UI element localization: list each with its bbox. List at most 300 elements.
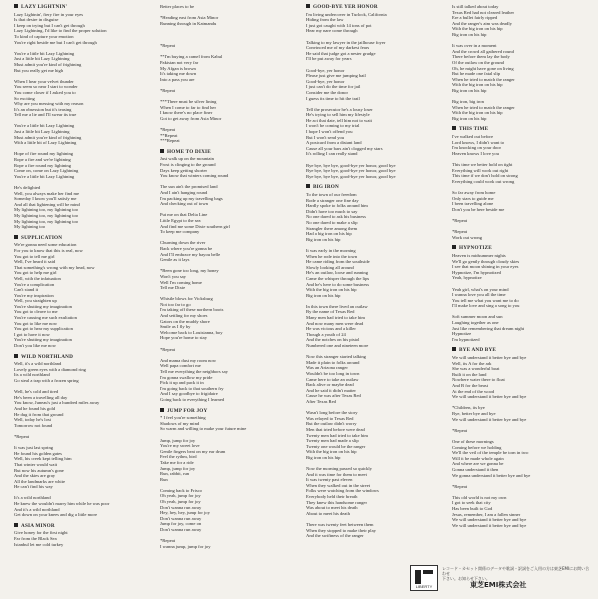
lyric-line: But he made one fatal slip xyxy=(452,71,501,77)
lyric-line: Smile as I fly by xyxy=(160,324,191,330)
logo-text: LIBERTY xyxy=(415,584,433,589)
column-4 xyxy=(452,4,588,564)
lyric-line: Don't wanna run away xyxy=(160,515,202,521)
lyric-line: To kind of capture your emotion xyxy=(14,33,74,39)
lyric-line: Frost is clinging to the ground xyxy=(160,162,216,168)
lyric-line: Yeah, hypnotize xyxy=(452,275,482,281)
song-block xyxy=(14,4,150,230)
lyric-line: Wasn't long before the story xyxy=(306,410,358,416)
lyric-line: Gentle as it lays xyxy=(160,257,190,263)
lyric-line: You come closer if I asked you to xyxy=(14,89,76,95)
lyric-line: We will understand it better bye and bye xyxy=(452,394,527,400)
lyric-line: *Repeat xyxy=(14,433,30,439)
lyric-line: *Repeat xyxy=(160,346,176,352)
lyric-line: Gentle fingers beat on my ear drum xyxy=(160,448,226,454)
song-title xyxy=(14,4,150,11)
lyric-line: My lightning too, my lightning too xyxy=(14,212,79,218)
lyric-line: Tell me Dixie xyxy=(160,285,186,291)
lyric-line: Good-bye, yer honor xyxy=(306,78,345,84)
lyric-line: Now this stranger started talking xyxy=(306,354,366,360)
lyric-line: With the big iron on his hip xyxy=(306,449,357,455)
lyric-line: With the big iron on his hip xyxy=(452,82,503,88)
lyric-line: Well, today he's lost xyxy=(14,417,51,423)
lyric-line: Better places to be xyxy=(160,4,195,9)
lyric-line: Back where you're gonna be xyxy=(160,245,213,251)
lyric-line: Can't stand it xyxy=(14,287,39,293)
lyric-line: About to meet his death xyxy=(306,510,350,516)
lyric-line: You're a little bit Lazy Lightning xyxy=(14,50,75,56)
lyric-line: And the skies are gray xyxy=(14,473,56,479)
lyric-line: You got to hear my supplication xyxy=(14,326,73,332)
lyric-line: Well, its A for the ark xyxy=(452,360,492,366)
lyric-line: I'm going back to that southern fry xyxy=(160,385,224,391)
lyric-line: This old world is not my own xyxy=(452,494,507,500)
lyric-line: Coming back to Frisco xyxy=(160,487,202,493)
lyric-line: Everything will work out right xyxy=(452,167,509,173)
logo-mark-icon xyxy=(415,570,421,584)
lyric-line: Cause all your bars ain't clogged my stars xyxy=(306,145,383,151)
lyric-line: Well I'm coming home xyxy=(160,279,202,285)
lyric-line: With a little bit of Lazy Lightning xyxy=(14,140,77,146)
lyric-line: Yeah girl, what's on your mind xyxy=(452,286,509,292)
lyric-line: Hear my nare come through xyxy=(306,28,358,34)
lyric-line: I got to seek that city xyxy=(452,500,491,506)
lyric-line: Little Egypt to the sea xyxy=(160,217,201,223)
lyric-line: When they walked out in the street xyxy=(306,482,371,488)
lyric-line: And the notches on his pistol xyxy=(306,337,360,343)
lyric-line: Must admit you're kind of frightning xyxy=(14,61,82,67)
lyric-line: With the big iron on his hip xyxy=(306,287,357,293)
lyric-line: He's trying to sell him my lifestyle xyxy=(306,112,370,118)
lyric-line: Good-bye, yer honor xyxy=(306,67,345,73)
lyric-line: Hypnotize xyxy=(452,331,472,337)
song-title xyxy=(452,347,588,354)
lyric-line: Just like remembering that dream night xyxy=(452,325,525,331)
lyric-line: Tell me everything the neighbors say xyxy=(160,369,228,374)
lyric-line: Well, you straighten up xyxy=(14,298,57,304)
footer-note-line-2: 下さい。お知らせ下さい。 xyxy=(442,576,490,581)
lyric-line: Big iron on his hip xyxy=(306,454,341,460)
song-block xyxy=(160,408,296,550)
bullet-square-icon xyxy=(14,354,18,358)
lyric-line: Jump for joy, come on xyxy=(160,521,202,527)
lyric-line: And the crowd all gathered round xyxy=(452,48,514,54)
song-title-text: HOME TO DIXIE xyxy=(167,148,211,155)
lyric-line: I'm gonna swallow my pride xyxy=(160,374,213,380)
lyric-line: You're a little bit Lazy Lightning xyxy=(14,173,75,179)
lyric-line: But now his autumn's gone xyxy=(14,467,64,473)
lyric-line: Jesus, remember, I am a fallen sinner xyxy=(452,511,521,517)
lyric-line: * I feel you're something xyxy=(160,415,206,421)
lyric-line: And B for the beast xyxy=(452,383,488,388)
lyric-line: It was early in the morning xyxy=(306,247,356,253)
lyric-line: And he's here to do some business xyxy=(306,281,370,287)
song-title xyxy=(452,126,588,133)
lyric-line: Many men had tried to take him xyxy=(306,315,365,321)
bullet-square-icon xyxy=(14,523,18,527)
bullet-square-icon xyxy=(306,184,310,188)
lyric-line: He said that judge got a nester grudge xyxy=(306,50,376,56)
song-title-text: WILD NORTHLAND xyxy=(21,353,74,360)
lyric-line: But the outlaw didn't worry xyxy=(306,421,357,427)
lyric-line: Come on, come on Lazy Lightning xyxy=(14,168,79,174)
lyric-line: Just a little bit Lazy Lightning xyxy=(14,56,70,62)
lyric-line: We gonna understand it better bye and bye xyxy=(452,472,531,478)
lyric-line: Of the outlaw on the ground xyxy=(452,59,504,65)
bullet-square-icon xyxy=(452,126,456,130)
lyric-line: I see that moon shining in your eyes xyxy=(452,264,519,270)
song-block xyxy=(306,4,442,179)
lyric-line: Not too far to go xyxy=(160,301,191,307)
lyric-line: We will understand it better bye and bye xyxy=(452,517,527,523)
column-1 xyxy=(14,4,150,564)
song-block xyxy=(160,149,296,403)
lyric-line: Rode a stranger one fine day xyxy=(306,197,359,203)
lyric-line: Coming before we holding xyxy=(452,444,502,450)
lyric-line: So far away from home xyxy=(452,190,496,195)
lyric-line: Is that desire in disguise xyxy=(14,17,59,23)
lyric-line: At the end of the wood xyxy=(452,388,495,394)
footer xyxy=(370,565,590,593)
lyric-line: Back alive or maybe dead xyxy=(306,382,354,388)
lyric-line: *Repeat xyxy=(452,483,468,489)
song-title xyxy=(14,235,150,242)
lyric-line: Everybody held their breath xyxy=(306,494,358,500)
song-title xyxy=(14,523,150,530)
lyric-line: It was just last spring xyxy=(14,445,54,451)
song-title xyxy=(306,4,442,11)
lyric-line: Put me on that Delta Line xyxy=(160,212,208,218)
lyric-line: With the big iron on his hip xyxy=(452,26,503,32)
lyric-line: You're a complication xyxy=(14,281,55,287)
column-2 xyxy=(160,4,296,564)
lyric-line: Bye bye, bye bye, good-bye yer honor, good bye xyxy=(306,162,396,168)
lyric-line: He can't find his way xyxy=(14,484,53,490)
song-block xyxy=(306,184,442,538)
lyric-line: We will understand it better bye and bye xyxy=(452,522,527,528)
lyric-line: We're gonna need some education xyxy=(14,242,77,248)
lyric-line: Hope you're home to stay xyxy=(160,335,208,341)
lyric-line: I know there's no place finer xyxy=(160,110,213,116)
lyric-line: She was a wonderful boat xyxy=(452,366,500,372)
lyric-line: Run xyxy=(160,476,168,482)
song-block xyxy=(160,4,296,144)
lyric-line: I'm taking off these northern boots xyxy=(160,307,224,313)
lyric-line: So warm and willing to make your future mine xyxy=(160,426,247,432)
lyric-line: To the town of our freedom xyxy=(306,192,357,197)
lyric-line: Bye, better bye and bye xyxy=(452,410,496,416)
bullet-square-icon xyxy=(452,347,456,351)
lyric-line: It's an obsession but it's teasing xyxy=(14,106,72,112)
lyric-line: I just got caught with 14 tons of pot xyxy=(306,22,372,28)
lyric-line: When he tried to match the ranger xyxy=(452,76,515,82)
lyric-line: Folks were watching from the windows xyxy=(306,488,379,494)
lyric-line: My lightning too xyxy=(14,224,46,230)
lyric-line: *Heading east from Asia Minor xyxy=(160,15,219,21)
lyric-line: And I ain't hanging round xyxy=(160,190,208,195)
lyric-line: You're right beside me but I can't get through xyxy=(14,39,97,45)
lyric-line: Don't you like me now xyxy=(14,343,56,349)
lyric-line: *Been gone too long, my honey xyxy=(160,268,219,274)
lyric-line: He knew the wouldn't marry him while he was poor xyxy=(14,501,110,507)
lyric-line: And he found his gold xyxy=(14,405,56,411)
lyric-line: Hypnotize, I'm hypnotized xyxy=(452,269,501,275)
song-title-text: LAZY LIGHTNIN' xyxy=(21,4,68,10)
lyric-line: Whistle blows for Vicksburg xyxy=(160,296,213,302)
lyric-line: Give honey for the first night xyxy=(14,530,68,536)
lyric-line: We'll the veil of the temple be torn in two xyxy=(452,450,529,456)
lyric-line: You know that winters coming round xyxy=(160,173,229,179)
lyric-line: Is still talked about today xyxy=(452,4,499,9)
lyric-line: *Children, its bye xyxy=(452,405,485,411)
lyric-line: Why are you messing with my reason xyxy=(14,101,84,107)
lyric-line: Its a wild northland xyxy=(14,372,50,378)
lyric-line: To keep me company xyxy=(160,229,200,235)
lyric-line: I got to have it now xyxy=(14,331,50,337)
lyric-line: Was about to meet his death xyxy=(306,505,358,511)
lyric-line: One of these mornings xyxy=(452,438,494,444)
song-block xyxy=(452,4,588,121)
lyric-line: Don't wanna run away xyxy=(160,504,202,510)
lyric-line: He's an outlaw, loose and running xyxy=(306,270,369,276)
lyric-line: Big iron on his hip xyxy=(306,292,341,298)
song-block xyxy=(452,126,588,240)
logo-bar-icon xyxy=(423,570,433,574)
song-title xyxy=(452,245,588,252)
lyric-line: Came here to take an outlaw xyxy=(306,376,359,382)
lyric-line: For you to know that this is real, now xyxy=(14,247,83,253)
lyric-line: Well, his creek kept telling him xyxy=(14,456,72,462)
footer-note-line-1: レコード・カセット関係のデータや歌詞・訳詞をご入用の方は東芝EMIにお問い合わせ xyxy=(442,566,590,576)
lyric-line: Won't you say xyxy=(160,273,186,279)
lyric-line: *Repeat xyxy=(160,127,176,133)
lyric-line: I wanna love you all the time xyxy=(452,292,506,298)
lyric-line: Big iron, big iron xyxy=(452,99,484,105)
lyric-line: When I come to far to find her xyxy=(160,104,216,110)
lyric-line: He came riding from the southside xyxy=(306,259,370,265)
lyric-line: It's taking me down xyxy=(160,71,197,77)
lyric-line: Pick it up and pack it in xyxy=(160,380,204,386)
lyric-line: Lazy Lightnin', fiery fire in your eyes xyxy=(14,11,84,17)
lyric-line: Run, rabbit, run xyxy=(160,471,190,477)
lyric-line: By the name of Texas Red xyxy=(306,309,355,315)
lyric-line: You're my inspiration xyxy=(14,292,54,298)
lyric-line: Go steal a trap with a frozen spring xyxy=(14,378,79,383)
lyric-line: Was an Arizona ranger xyxy=(306,365,348,371)
lyric-line: Was relayed to Texas Red xyxy=(306,415,354,421)
lyric-line: Welcome back to Louisianna, boy xyxy=(160,329,223,335)
lyric-line: Though a youth of 24 xyxy=(306,331,346,337)
lyric-line: When he rode into the town xyxy=(306,253,358,259)
lyric-line: Big iron on his hip xyxy=(306,236,341,242)
lyric-line: You got to help me girl xyxy=(14,270,57,276)
song-block xyxy=(452,347,588,528)
lyric-line: Hey, hey, hey, jump for joy xyxy=(160,510,210,516)
lyric-line: They knew this handsome ranger xyxy=(306,499,367,505)
lyrics-columns xyxy=(14,4,588,564)
lyric-line: Laughing together as one xyxy=(452,320,499,326)
lyric-line: He found his golden gates xyxy=(14,450,62,456)
lyric-line: When they stopped to make their play xyxy=(306,527,376,533)
song-title-text: BYE AND BYE xyxy=(459,347,497,354)
lyric-line: That winter would wait xyxy=(14,461,57,467)
song-title-text: THIS TIME xyxy=(459,126,489,133)
lyric-line: And I say goodbye to frigidaire xyxy=(160,391,218,397)
song-title-text: ASIA MINOR xyxy=(21,522,55,529)
lyric-line: Well, he's cold and tired xyxy=(14,389,59,395)
lyric-line: Must admit you're kind of frightning xyxy=(14,134,82,140)
song-title-text: SUPPLICATION xyxy=(21,234,63,241)
lyric-line: In this town there lived an outlaw xyxy=(306,303,368,309)
lyric-line: Will it be made whole again xyxy=(452,455,504,461)
lyric-line: Running through in Katmandu xyxy=(160,20,217,26)
lyric-line: I keep on trying but I can't get through xyxy=(14,22,85,28)
lyric-line: Istanbul let me cold turkey xyxy=(14,541,64,547)
lyric-line: Hiding from the law xyxy=(306,17,344,23)
lyric-line: No one dared to make a slip xyxy=(306,219,358,225)
song-block xyxy=(14,523,150,547)
lyric-line: Tell the prosecutor he's a lousy loser xyxy=(306,106,373,112)
song-block xyxy=(14,354,150,518)
song-title xyxy=(160,408,296,415)
lyric-line: Days keep getting shorter xyxy=(160,167,208,173)
lyric-line: And it was time for them to meet xyxy=(306,471,367,477)
lyric-line: Made it plain to folks around xyxy=(306,359,360,365)
lyric-line: And find me some Dixie southern girl xyxy=(160,223,230,229)
lyric-line: I'm knocking on your door xyxy=(452,145,502,151)
lyric-line: And the swiftness of the ranger xyxy=(306,533,364,539)
lyric-line: *Repeat xyxy=(452,229,468,235)
lyric-line: Twenty men had tried to take him xyxy=(306,432,368,438)
lyric-line: Big iron on his hip xyxy=(452,31,487,37)
bullet-square-icon xyxy=(306,4,310,8)
lyric-line: You know, Juneau's just a hundred miles away xyxy=(14,400,100,406)
lyric-line: Got to get away from Asia Minor xyxy=(160,115,222,121)
lyric-line: Tell me a lie and I'll swear its true xyxy=(14,112,77,118)
lyric-line: But I won't send you xyxy=(306,134,345,140)
lyric-line: Nowhere water there to float xyxy=(452,377,505,383)
lyric-line: This time if we don't hold on strong xyxy=(452,173,518,179)
lyric-line: And he said it didn't matter xyxy=(306,387,356,393)
lyric-line: Men that tried before were dead xyxy=(306,426,365,432)
lyric-line: It was over in a moment xyxy=(452,43,497,49)
lyric-line: Just walk up on the mountain xyxy=(160,156,214,162)
lyric-line: And I'll embrace my bayou belle xyxy=(160,251,221,257)
lyric-line: Just a little bit Lazy Lightning xyxy=(14,129,70,135)
lyric-line: When I hear your velvet thunder xyxy=(14,78,74,84)
lyric-line: I wanna jump, jump for joy xyxy=(160,543,211,549)
lyric-line: Built it on the land xyxy=(452,371,487,377)
lyric-line: And all that lightening will be mind xyxy=(14,201,80,207)
lyric-line: Don't wanna run away xyxy=(160,527,202,533)
bullet-square-icon xyxy=(452,245,456,249)
lyric-line: After Texas Red xyxy=(306,398,336,404)
lyric-line: You're my sweet love xyxy=(160,443,200,449)
lyric-line: And now many men were dead xyxy=(306,320,364,326)
lyric-line: Feel the rythm, bird xyxy=(160,454,197,460)
lyric-line: The sun ain't the promised land xyxy=(160,184,218,190)
lyric-line: My lightning too, my lightning too xyxy=(14,218,79,224)
lyric-line: And the ranger's aim was deadly xyxy=(452,20,512,26)
lyric-line: Big iron on his hip xyxy=(452,87,487,93)
song-block xyxy=(14,235,150,349)
lyric-line: Please just give me jumping bail xyxy=(306,73,366,79)
liberty-logo xyxy=(410,565,438,591)
lyric-line: Everything could work out wrong xyxy=(452,178,515,184)
lyric-line: I just can't do the time for jail xyxy=(306,84,361,90)
lyric-line: He was vicious and a killer xyxy=(306,326,356,332)
lyric-line: You got to like me now xyxy=(14,320,58,326)
lyric-line: I guess its time to hit the trail xyxy=(306,95,360,101)
lyric-line: Take me for a ride xyxy=(160,459,194,465)
lyric-line: Bye bye, bye bye, good-bye yer honor, good bye xyxy=(306,168,396,174)
lyric-line: Slowly looking all around xyxy=(306,264,354,270)
lyric-line: I been travelling alone xyxy=(452,201,494,207)
lyric-line: Cause he was after Texas Red xyxy=(306,393,361,399)
lyric-line: ***Repeat xyxy=(160,138,180,144)
lyric-line: Shadows of my mind xyxy=(160,420,200,426)
bullet-square-icon xyxy=(160,408,164,412)
lyric-line: Twenty one would be the ranger xyxy=(306,443,366,449)
lyric-line: Oh yeah, jump for joy xyxy=(160,493,201,499)
lyric-line: Oh yeah, jump for joy xyxy=(160,499,201,505)
song-title-text: JUMP FOR JOY xyxy=(167,407,208,414)
lyric-line: And where are we gonna be xyxy=(452,461,504,467)
lyric-line: He act that date, tell him not to wait xyxy=(306,117,372,123)
lyric-line: All the landmarks are white xyxy=(14,478,66,484)
lyric-line: You're shutting my imagination xyxy=(14,337,72,343)
lyric-line: Wouldn't be too long in town xyxy=(306,371,360,376)
lyric-line: Consider me the donor xyxy=(306,89,348,95)
lyric-line: *Repeat xyxy=(160,87,176,93)
lyric-line: Don't you be here beside me xyxy=(452,206,505,212)
lyric-line: Far from the Black Sea xyxy=(14,536,57,542)
lyric-line: Gators on the muddy shore xyxy=(160,318,210,324)
lyric-line: Well, it's a wild northland xyxy=(14,361,62,367)
lyric-line: Twenty men had made a slip xyxy=(306,438,359,444)
lyric-line: Rope a fire and we're lightning xyxy=(14,157,71,163)
footer-note xyxy=(442,566,592,581)
lyric-line: Well, you always make her find me xyxy=(14,190,80,196)
lyric-line: Soft summer moon and sun xyxy=(452,314,503,320)
bullet-square-icon xyxy=(14,4,18,8)
lyric-line: Heaven is midsummer nights xyxy=(452,252,506,258)
lyric-line: You got to cleave to me xyxy=(14,309,58,315)
lyric-line: Came the whisper through the lips xyxy=(306,275,370,281)
lyric-line: It was twenty past eleven xyxy=(306,477,353,483)
lyric-line: And mama dust my room now xyxy=(160,357,217,363)
lyric-line: A postcard from a distant land xyxy=(306,140,362,146)
lyric-line: With the big iron on his hip xyxy=(452,110,503,116)
lyric-line: I'm packing up my travelling bags xyxy=(160,195,223,201)
song-title-text: GOOD-BYE YER HONOR xyxy=(313,4,378,10)
lyric-line: We will understand it better bye and bye xyxy=(452,355,527,361)
song-title xyxy=(14,354,150,361)
lyric-line: I hope I won't offend you xyxy=(306,129,353,135)
lyric-line: Going back to everything I learned xyxy=(160,396,225,402)
lyric-line: Bye bye, bye bye, good-bye yer honor, good bye xyxy=(306,173,396,179)
song-title xyxy=(306,184,442,191)
lyric-line: You seem so near I start to wonder xyxy=(14,84,78,90)
lyric-line: He dug it from that ground xyxy=(14,411,64,417)
lyric-line: My lightning too, my lightning too xyxy=(14,207,79,213)
lyric-line: *Repeat xyxy=(160,43,176,49)
lyric-line: So exciting xyxy=(14,95,35,101)
lyric-line: Convinced me of my darkest fears xyxy=(306,45,370,51)
lyric-line: My Afgan is brown xyxy=(160,65,196,71)
lyric-line: ***There must be silver lining xyxy=(160,99,217,105)
song-title-text: BIG IRON xyxy=(313,184,339,191)
